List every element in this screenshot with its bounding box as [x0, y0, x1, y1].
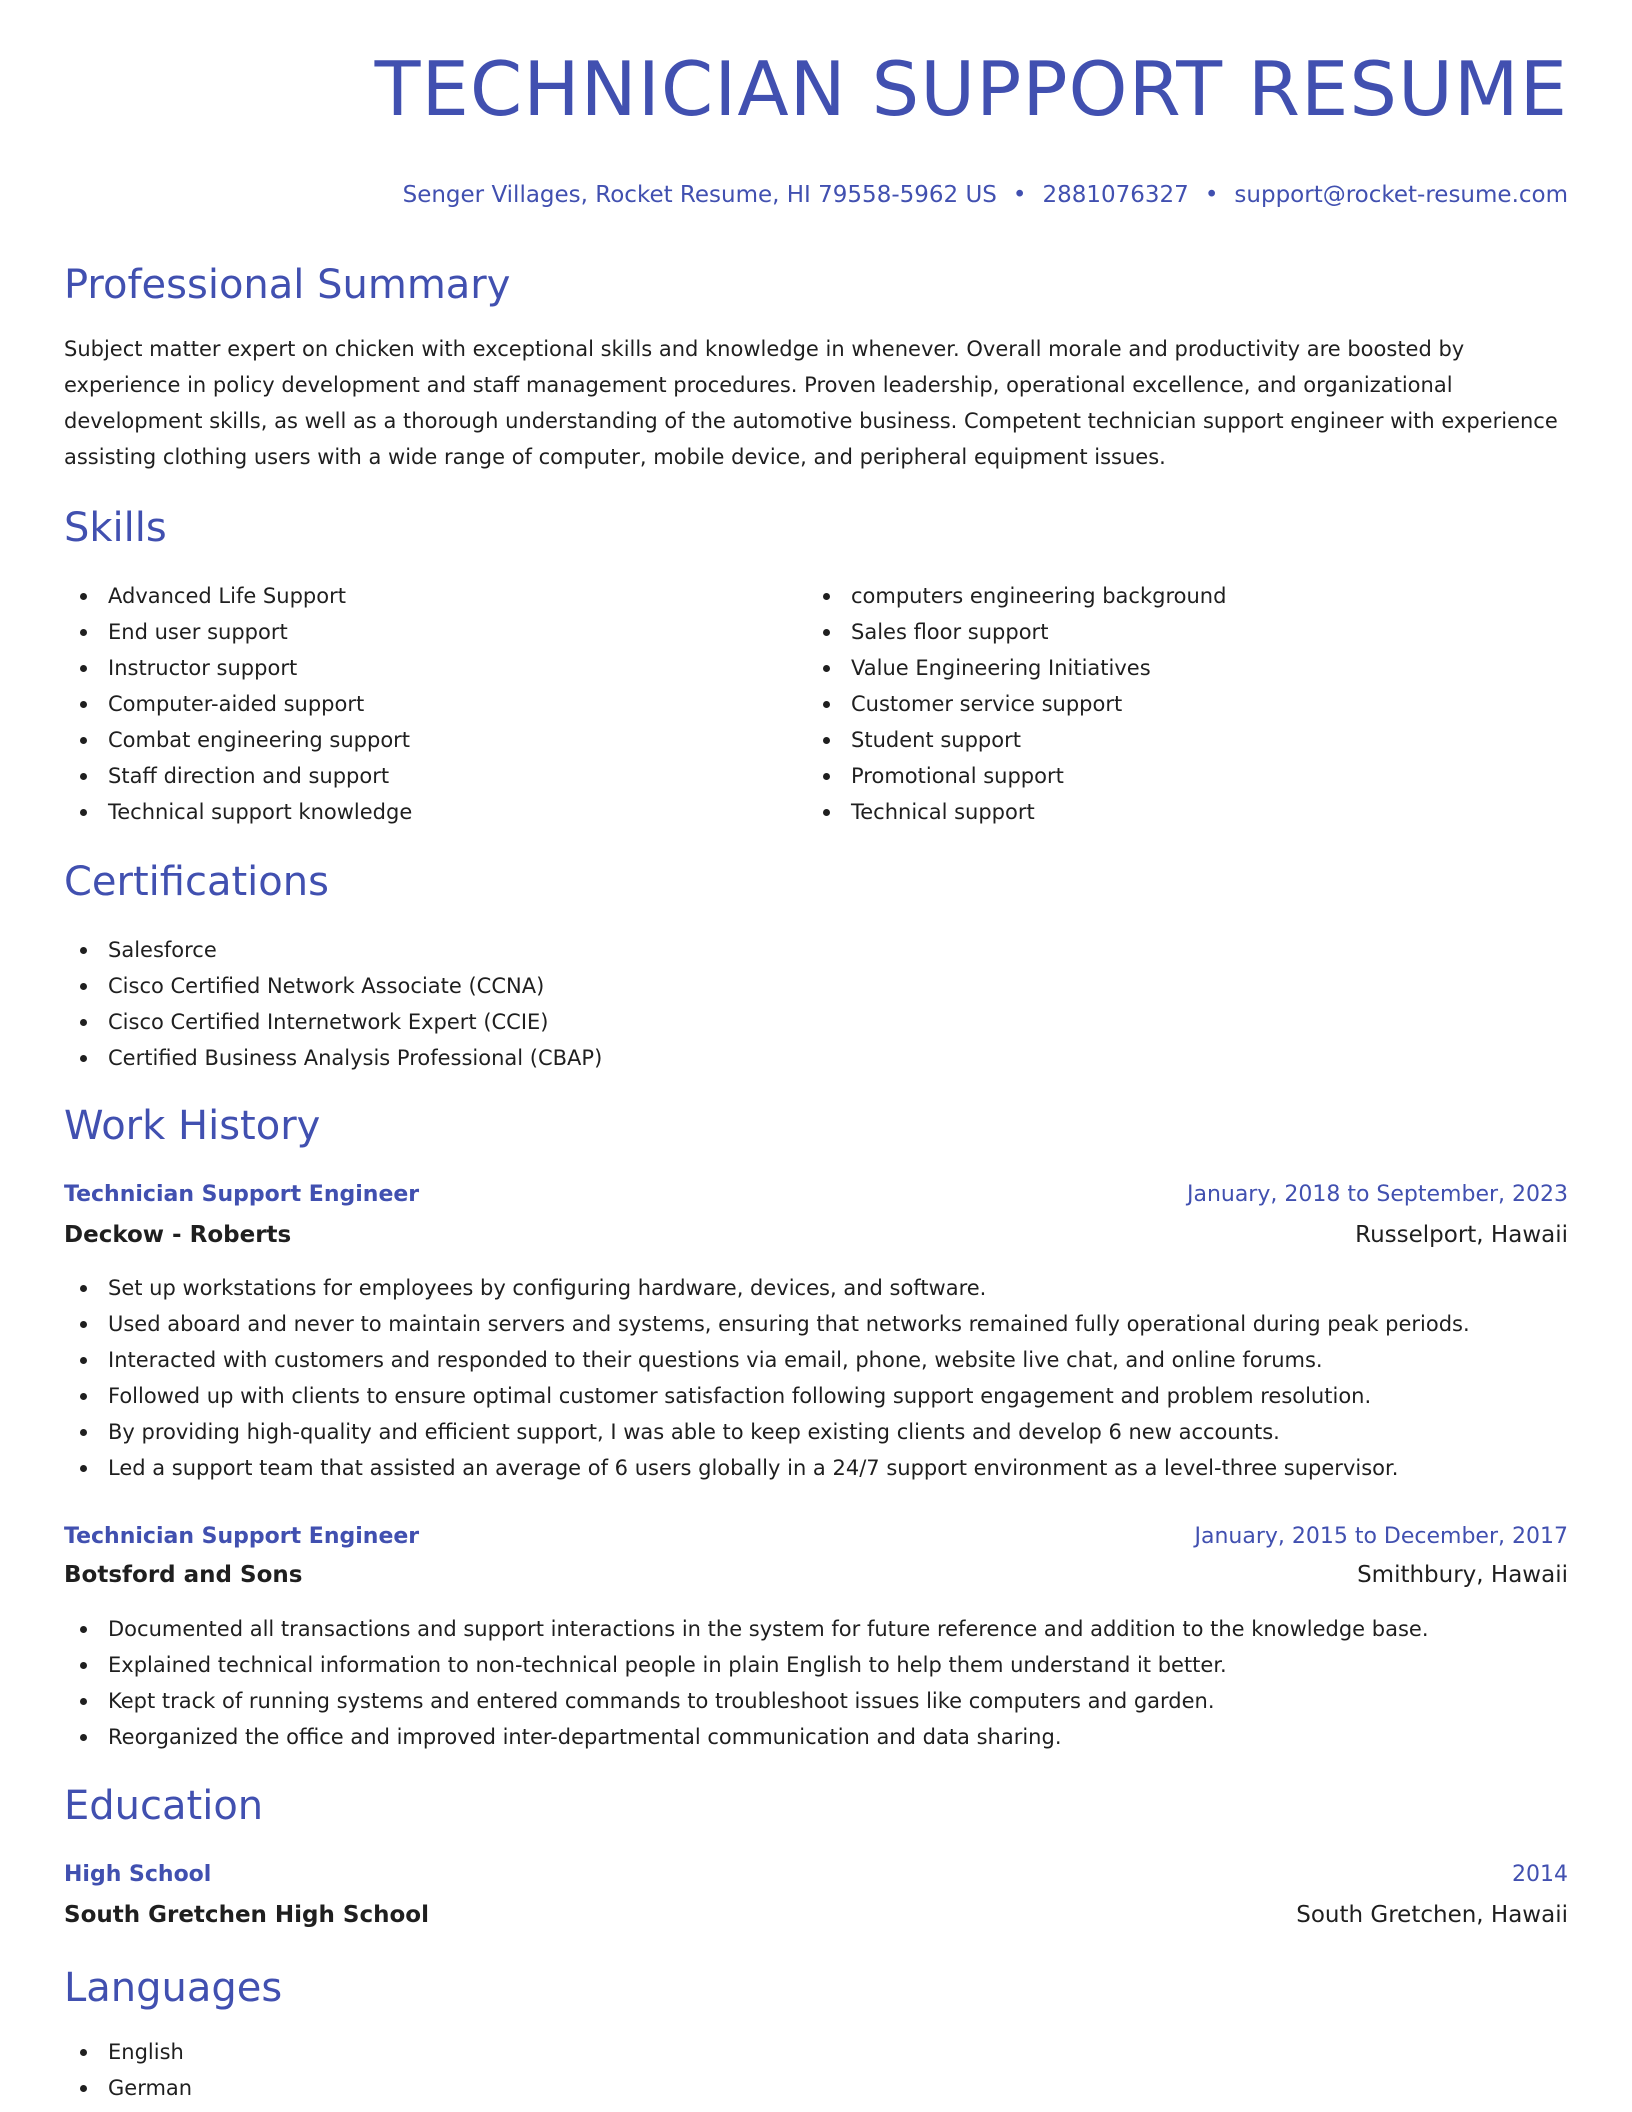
certifications-heading: Certifications — [64, 859, 329, 905]
job-bullet: Documented all transactions and support interactions in the system for future reference and addition to the knowledge base. — [64, 1611, 1429, 1647]
skill-item: Promotional support — [807, 758, 1226, 794]
skills-heading: Skills — [64, 505, 167, 551]
education-header — [64, 1858, 1568, 1892]
certification-item: Salesforce — [64, 932, 602, 968]
job-bullets — [64, 1611, 1429, 1755]
job-bullets — [64, 1270, 1470, 1486]
skill-item: Customer service support — [807, 686, 1226, 722]
job-company: Deckow - Roberts — [64, 1222, 292, 1248]
language-item: English — [64, 2034, 192, 2070]
contact-phone: 2881076327 — [1042, 182, 1189, 208]
skill-item: computers engineering background — [807, 578, 1226, 614]
job-bullet: Kept track of running systems and entered commands to troubleshoot issues like computers and garden. — [64, 1683, 1429, 1719]
skill-item: Instructor support — [64, 650, 412, 686]
job-employer — [64, 1218, 1568, 1252]
contact-separator: • — [1012, 182, 1027, 208]
education-heading: Education — [64, 1783, 264, 1829]
education-year: 2014 — [1512, 1862, 1568, 1887]
job-title: Technician Support Engineer — [64, 1524, 420, 1549]
skill-item: Technical support — [807, 794, 1226, 830]
job-dates: January, 2015 to December, 2017 — [1194, 1524, 1568, 1549]
languages-list — [64, 2034, 192, 2106]
job-bullet: Interacted with customers and responded to their questions via email, phone, website live chat, and online forums. — [64, 1342, 1470, 1378]
education-school-row — [64, 1898, 1568, 1932]
job-bullet: Explained technical information to non-technical people in plain English to help them understand it better. — [64, 1647, 1429, 1683]
job-bullet: By providing high-quality and efficient support, I was able to keep existing clients and develop 6 new accounts. — [64, 1414, 1470, 1450]
certification-item: Cisco Certified Network Associate (CCNA) — [64, 968, 602, 1004]
contact-address: Senger Villages, Rocket Resume, HI 79558-5962 US — [402, 182, 997, 208]
job-company: Botsford and Sons — [64, 1562, 303, 1588]
skill-item: Advanced Life Support — [64, 578, 412, 614]
job-bullet: Used aboard and never to maintain servers and systems, ensuring that networks remained fully operational during peak periods. — [64, 1306, 1470, 1342]
language-item: German — [64, 2070, 192, 2106]
skill-item: Sales floor support — [807, 614, 1226, 650]
contact-email: support@rocket-resume.com — [1234, 182, 1568, 208]
summary-text: Subject matter expert on chicken with exceptional skills and knowledge in whenever. Overall morale and productivity are boosted by experience in policy development and staff management procedures. Proven leadership, operational excellence, and organizational development skills, as well as a thorough understanding of the automotive business. Competent technician support engineer with experience assisting clothing users with a wide range of computer, mobile device, and peripheral equipment issues. — [64, 337, 1558, 469]
job-header — [64, 1178, 1568, 1212]
skill-item: Computer-aided support — [64, 686, 412, 722]
job-bullet: Set up workstations for employees by configuring hardware, devices, and software. — [64, 1270, 1470, 1306]
education-location: South Gretchen, Hawaii — [1296, 1902, 1568, 1928]
skill-item: Student support — [807, 722, 1226, 758]
skills-list-left — [64, 578, 412, 830]
education-school: South Gretchen High School — [64, 1902, 429, 1928]
certification-item: Certified Business Analysis Professional (CBAP) — [64, 1040, 602, 1076]
job-location: Smithbury, Hawaii — [1357, 1562, 1568, 1588]
skills-list-right — [807, 578, 1226, 830]
job-header — [64, 1520, 1568, 1554]
skill-item: Technical support knowledge — [64, 794, 412, 830]
skill-item: End user support — [64, 614, 412, 650]
certification-item: Cisco Certified Internetwork Expert (CCIE) — [64, 1004, 602, 1040]
job-employer — [64, 1558, 1568, 1592]
education-degree: High School — [64, 1862, 212, 1887]
job-bullet: Reorganized the office and improved inter-departmental communication and data sharing. — [64, 1719, 1429, 1755]
contact-line — [403, 184, 1568, 207]
summary-heading: Professional Summary — [64, 262, 511, 308]
job-bullet: Followed up with clients to ensure optimal customer satisfaction following support engagement and problem resolution. — [64, 1378, 1470, 1414]
job-location: Russelport, Hawaii — [1355, 1222, 1568, 1248]
job-title: Technician Support Engineer — [64, 1182, 420, 1207]
job-bullet: Led a support team that assisted an average of 6 users globally in a 24/7 support environment as a level-three supervisor. — [64, 1450, 1470, 1486]
skill-item: Value Engineering Initiatives — [807, 650, 1226, 686]
job-dates: January, 2018 to September, 2023 — [1186, 1182, 1568, 1207]
resume-title: TECHNICIAN SUPPORT RESUME — [374, 45, 1568, 133]
contact-separator: • — [1204, 182, 1219, 208]
skill-item: Staff direction and support — [64, 758, 412, 794]
skill-item: Combat engineering support — [64, 722, 412, 758]
work-history-heading: Work History — [64, 1103, 321, 1149]
certifications-list — [64, 932, 602, 1076]
languages-heading: Languages — [64, 1965, 283, 2011]
